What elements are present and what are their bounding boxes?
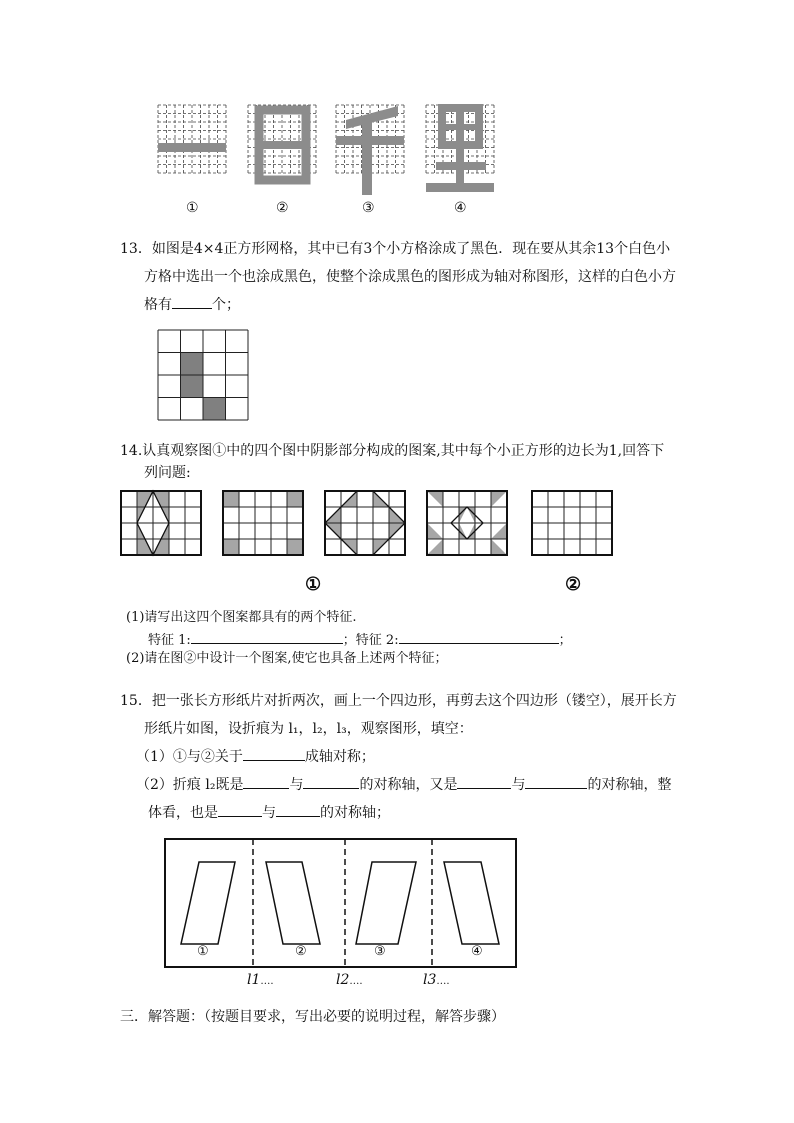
q13-answer-blank[interactable] xyxy=(172,292,212,309)
shaded-cell xyxy=(203,398,226,421)
q13-line-3 xyxy=(144,292,240,319)
q15-sub-1 xyxy=(136,744,375,771)
shaded-triangle xyxy=(467,507,475,523)
fold-l2-text: l2 xyxy=(336,972,350,988)
feature-1-label: 特征 1: xyxy=(148,633,191,648)
q15-sub3-text-a: 体看，也是 xyxy=(148,805,218,821)
q15-panel-label-1: ① xyxy=(197,944,209,959)
glyph-qian-vertical xyxy=(362,118,372,195)
q15-sub2-blank-2[interactable] xyxy=(303,772,359,789)
top-character-figures xyxy=(0,0,794,230)
q15-sub2-text-c: 的对称轴，又是 xyxy=(359,777,458,793)
q13-line-2: 方格中选出一个也涂成黑色，使整个涂成黑色的图形成为轴对称图形，这样的白色小方 xyxy=(144,269,676,285)
shaded-triangle xyxy=(459,507,467,523)
shaded-cell xyxy=(181,375,204,398)
q15-line-2: 形纸片如图，设折痕为 l₁，l₂，l₃，观察图形，填空： xyxy=(144,721,473,737)
shaded-cell xyxy=(223,539,239,555)
fold-l1-dots: …. xyxy=(260,976,274,987)
q15-sub2-blank-3[interactable] xyxy=(457,772,511,789)
q15-sub2-text-b: 与 xyxy=(289,777,304,793)
feature-2-blank[interactable] xyxy=(399,627,559,644)
shaded-triangle xyxy=(491,523,507,539)
pattern-d xyxy=(427,491,507,555)
q15-sub3-text-c: 的对称轴； xyxy=(320,805,390,821)
figure-label-1: ① xyxy=(186,200,199,216)
q14-figure-1-label: ① xyxy=(305,574,322,595)
figure-label-4: ④ xyxy=(454,200,467,216)
pattern-b xyxy=(223,491,303,555)
glyph-ri-middle xyxy=(259,141,306,149)
q15-sub3-blank-2[interactable] xyxy=(276,800,320,817)
pattern-a xyxy=(121,491,201,555)
q14-line-2: 列问题: xyxy=(144,465,191,481)
feature-2-label: ；特征 2: xyxy=(342,633,399,648)
glyph-li xyxy=(426,108,494,192)
q13-line-1: 13．如图是4×4正方形网格，其中已有3个小方格涂成了黑色．现在要从其余13个白色小 xyxy=(120,241,671,257)
feature-1-blank[interactable] xyxy=(191,627,343,644)
q15-sub-2 xyxy=(136,772,671,799)
shaded-cell xyxy=(223,491,239,507)
q13-text: 格有 xyxy=(144,297,172,313)
q15-sub2-text-d: 与 xyxy=(511,777,526,793)
q15-folded-paper-figure xyxy=(0,835,794,1005)
q14-sub-2: (2)请在图②中设计一个图案,使它也具备上述两个特征； xyxy=(126,651,448,666)
q15-sub1-text-end: 成轴对称； xyxy=(304,749,375,765)
shaded-triangle xyxy=(491,539,507,555)
paper-outline xyxy=(165,839,516,967)
q15-panel-label-4: ④ xyxy=(471,944,483,959)
figure-label-2: ② xyxy=(276,200,289,216)
glyph-yi-stroke xyxy=(158,143,226,152)
glyph-li-bottom xyxy=(426,183,494,192)
fold-l3-text: l3 xyxy=(423,972,437,988)
shaded-cell xyxy=(287,539,303,555)
q14-sub-1: (1)请写出这四个图案都具有的两个特征. xyxy=(126,610,357,625)
fold-l3-dots: …. xyxy=(436,976,450,987)
shaded-triangle xyxy=(427,523,443,539)
dashed-grid-1 xyxy=(158,105,226,173)
shaded-triangle xyxy=(427,491,443,507)
q14-figure-2-label: ② xyxy=(565,574,582,595)
fold-label-l3 xyxy=(423,972,450,988)
shaded-cell xyxy=(287,491,303,507)
cutout-quad-3 xyxy=(356,862,416,944)
q14-pattern-figures xyxy=(0,488,794,588)
glyph-li-vertical xyxy=(456,108,464,190)
section-3-heading: 三．解答题：（按题目要求，写出必要的说明过程，解答步骤） xyxy=(120,1009,505,1025)
q15-sub1-text: （1）①与②关于 xyxy=(136,749,243,765)
q15-sub2-blank-1[interactable] xyxy=(243,772,289,789)
cutout-quad-1 xyxy=(181,862,235,944)
shaded-triangle xyxy=(427,539,443,555)
feature-end: ； xyxy=(558,633,572,648)
fold-label-l2 xyxy=(336,972,363,988)
pattern-blank xyxy=(532,491,612,555)
q15-panel-label-3: ③ xyxy=(374,944,386,959)
q15-sub2-text-a: （2）折痕 l₂既是 xyxy=(136,777,244,793)
fold-l1-text: l1 xyxy=(247,972,261,988)
shaded-triangle xyxy=(491,491,507,507)
fold-l2-dots: …. xyxy=(349,976,363,987)
glyph-li-cross xyxy=(436,162,486,170)
fold-label-l1 xyxy=(247,972,274,988)
cutout-quad-2 xyxy=(266,862,320,944)
q15-sub-3 xyxy=(148,800,390,827)
q15-sub2-blank-4[interactable] xyxy=(525,772,587,789)
pattern-c xyxy=(325,491,405,555)
figure-label-3: ③ xyxy=(362,200,375,216)
shaded-triangle xyxy=(467,523,475,539)
q14-line-1: 14.认真观察图①中的四个图中阴影部分构成的图案,其中每个小正方形的边长为1,回答下 xyxy=(120,443,665,459)
q15-line-1: 15．把一张长方形纸片对折两次，画上一个四边形，再剪去这个四边形（镂空），展开长方 xyxy=(120,693,677,709)
shaded-triangle xyxy=(459,523,467,539)
q15-sub2-text-e: 的对称轴，整 xyxy=(587,777,672,793)
q15-sub3-blank-1[interactable] xyxy=(218,800,262,817)
glyph-qian xyxy=(336,106,404,195)
q15-sub1-blank[interactable] xyxy=(243,744,305,761)
cutout-quad-4 xyxy=(444,862,499,944)
shaded-cell xyxy=(181,353,204,376)
q13-text-end: 个； xyxy=(212,297,240,313)
q13-grid-figure xyxy=(158,330,258,430)
q15-sub3-text-b: 与 xyxy=(262,805,276,821)
q15-panel-label-2: ② xyxy=(295,944,307,959)
